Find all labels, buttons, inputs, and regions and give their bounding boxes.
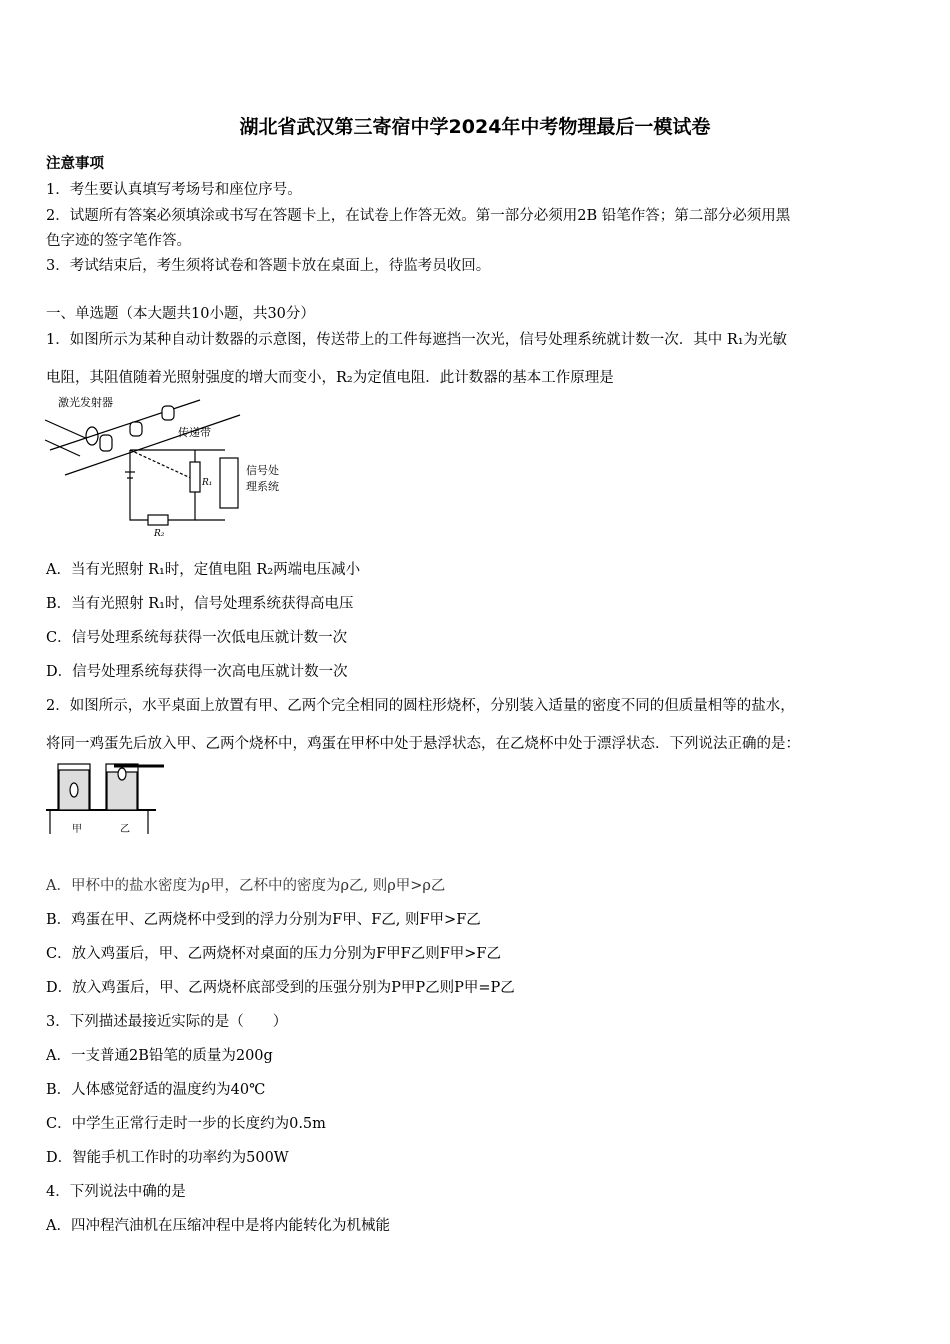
page-title: 湖北省武汉第三寄宿中学2024年中考物理最后一模试卷 xyxy=(239,116,711,138)
q2-option: A．甲杯中的盐水密度为ρ甲，乙杯中的密度为ρ乙, 则ρ甲>ρ乙 xyxy=(46,878,446,894)
notice-item: 1．考生要认真填写考场号和座位序号。 xyxy=(46,182,302,198)
q4-stem: 4．下列说法中确的是 xyxy=(46,1184,186,1200)
q1-stem-line1: 1．如图所示为某种自动计数器的示意图，传送带上的工件每遮挡一次光，信号处理系统就计数一次．其中 R₁为光敏 xyxy=(46,332,788,348)
q1-option: D．信号处理系统每获得一次高电压就计数一次 xyxy=(46,664,348,680)
notice-item: 2．试题所有答案必须填涂或书写在答题卡上，在试卷上作答无效。第一部分必须用2B 铅笔作答；第二部分必须用黑 xyxy=(46,208,791,224)
q1-option: C．信号处理系统每获得一次低电压就计数一次 xyxy=(46,630,348,646)
notice-item: 色字迹的签字笔作答。 xyxy=(46,233,191,249)
q3-stem: 3．下列描述最接近实际的是（ ） xyxy=(46,1014,288,1030)
q3-option: A．一支普通2B铅笔的质量为200g xyxy=(46,1048,273,1064)
q2-stem-line2: 将同一鸡蛋先后放入甲、乙两个烧杯中，鸡蛋在甲杯中处于悬浮状态，在乙烧杯中处于漂浮状态．下列说法正确的是： xyxy=(46,736,800,752)
beaker-yi-label: 乙 xyxy=(120,824,130,835)
signal-label-2: 理系统 xyxy=(246,480,279,493)
q3-option: B．人体感觉舒适的温度约为40℃ xyxy=(46,1082,266,1098)
signal-label-1: 信号处 xyxy=(246,464,279,477)
q2-option: C．放入鸡蛋后，甲、乙两烧杯对桌面的压力分别为F甲F乙则F甲>F乙 xyxy=(46,946,501,962)
beakers-figure xyxy=(44,758,169,838)
q4-option: A．四冲程汽油机在压缩冲程中是将内能转化为机械能 xyxy=(46,1218,390,1234)
q2-option: B．鸡蛋在甲、乙两烧杯中受到的浮力分别为F甲、F乙, 则F甲>F乙 xyxy=(46,912,481,928)
counter-circuit-figure xyxy=(40,390,300,540)
r2-label: R₂ xyxy=(154,529,165,539)
notice-item: 3．考试结束后，考生须将试卷和答题卡放在桌面上，待监考员收回。 xyxy=(46,258,491,274)
q2-option: D．放入鸡蛋后，甲、乙两烧杯底部受到的压强分别为P甲P乙则P甲=P乙 xyxy=(46,980,515,996)
notice-heading: 注意事项 xyxy=(46,155,104,172)
q2-stem-line1: 2．如图所示，水平桌面上放置有甲、乙两个完全相同的圆柱形烧杯，分别装入适量的密度不同的但质量相等的盐水， xyxy=(46,698,795,714)
r1-label: R₁ xyxy=(202,478,213,488)
beaker-jia-label: 甲 xyxy=(72,824,82,835)
q3-option: D．智能手机工作时的功率约为500W xyxy=(46,1150,289,1166)
q1-option: A．当有光照射 R₁时，定值电阻 R₂两端电压减小 xyxy=(46,562,361,578)
section-heading: 一、单选题（本大题共10小题，共30分） xyxy=(46,306,315,322)
q3-option: C．中学生正常行走时一步的长度约为0.5m xyxy=(46,1116,326,1132)
q1-option: B．当有光照射 R₁时，信号处理系统获得高电压 xyxy=(46,596,354,612)
q1-stem-line2: 电阻，其阻值随着光照射强度的增大而变小，R₂为定值电阻．此计数器的基本工作原理是 xyxy=(46,370,614,386)
laser-label: 激光发射器 xyxy=(58,396,113,409)
belt-label: 传递带 xyxy=(178,426,211,439)
